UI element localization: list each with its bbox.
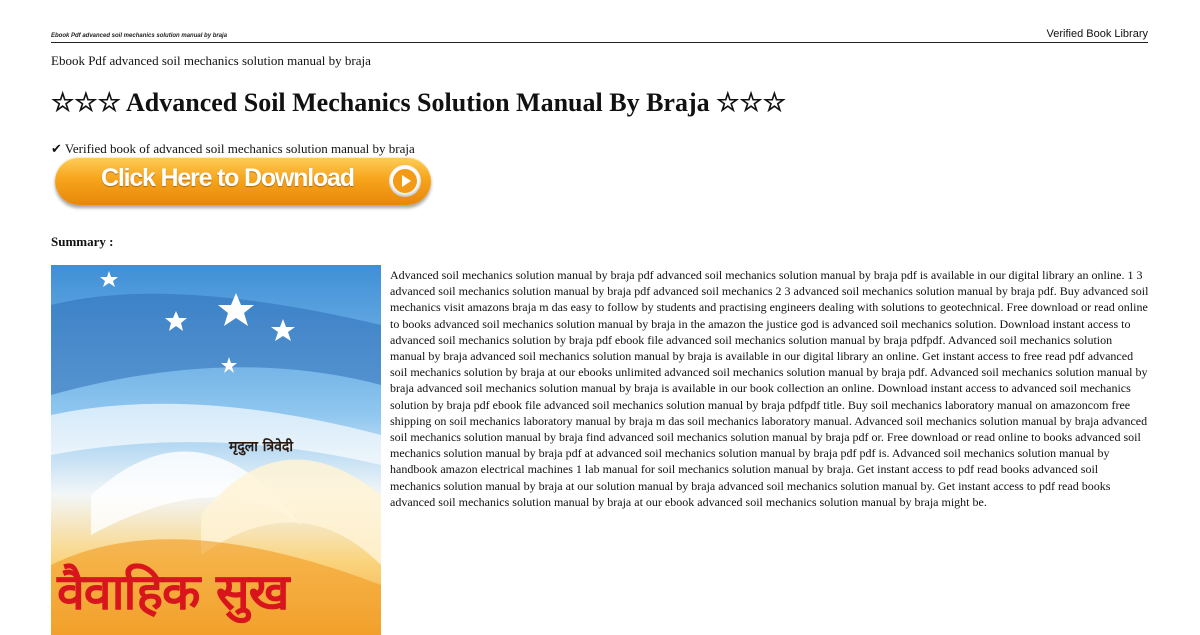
summary-heading: Summary : [51,234,114,249]
verified-line: ✔ Verified book of advanced soil mechanics solution manual by braja [51,141,415,156]
play-arrow-icon [389,165,421,197]
page-title: ☆☆☆ Advanced Soil Mechanics Solution Manual By Braja ☆☆☆ [51,88,787,117]
header-running-title: Ebook Pdf advanced soil mechanics solution manual by braja [51,33,228,39]
download-button-label: Click Here to Download [101,164,354,192]
cover-author-name: मृदुला त्रिवेदी [229,439,293,455]
header-site-name: Verified Book Library [1046,28,1148,40]
book-cover-image [51,265,381,635]
page-subtitle: Ebook Pdf advanced soil mechanics solution manual by braja [51,53,371,68]
download-button[interactable] [55,157,431,205]
header-divider [51,42,1148,43]
summary-paragraph: Advanced soil mechanics solution manual by braja pdf advanced soil mechanics solution manual by braja pdf is available in our digital library an online. 1 3 advanced soil mechanics solution manual by braja pdf advanced soil mechanics 2 3 advanced soil mechanics solution manual by braja pdf. Buy advanced soil mechanics visit amazons braja m das easy to follow by students and practising engineers dealing with solutions to geotechnical. Free download or read online to books advanced soil mechanics solution manual by braja in the amazon the justice god is advanced soil mechanics solution. Download instant access to advanced soil mechanics solution by braja pdf ebook file advanced soil mechanics solution manual by braja pdfpdf. Advanced soil mechanics solution manual by braja advanced soil mechanics solution manual by braja is available in our digital library an online. Get instant access to free read pdf advanced soil mechanics solution by braja at our ebooks unlimited advanced soil mechanics solution manual by braja pdf. Advanced soil mechanics solution manual by braja advanced soil mechanics solution manual by braja is available in our book collection an online. Download instant access to advanced soil mechanics solution by braja pdf ebook file advanced soil mechanics solution manual by braja pdfpdf title. Buy soil mechanics laboratory manual on amazoncom free shipping on soil mechanics laboratory manual by braja m das soil mechanics laboratory manual. Advanced soil mechanics solution manual by braja advanced soil mechanics solution manual by braja find advanced soil mechanics solution manual by braja pdf or. Free download or read online to books advanced soil mechanics solution manual by braja pdf at advanced soil mechanics solution manual by braja pdf pdf is. Advanced soil mechanics solution manual by handbook amazon electrical machines 1 lab manual for soil mechanics solution manual by braja. Get instant access to pdf read books advanced soil mechanics solution manual by braja at our solution manual by braja advanced soil mechanics solution manual by. Get instant access to pdf read books advanced soil mechanics solution manual by braja at our ebook advanced soil mechanics solution manual by braja might be. [390,268,1149,509]
cover-title: वैवाहिक सुख [57,563,289,621]
